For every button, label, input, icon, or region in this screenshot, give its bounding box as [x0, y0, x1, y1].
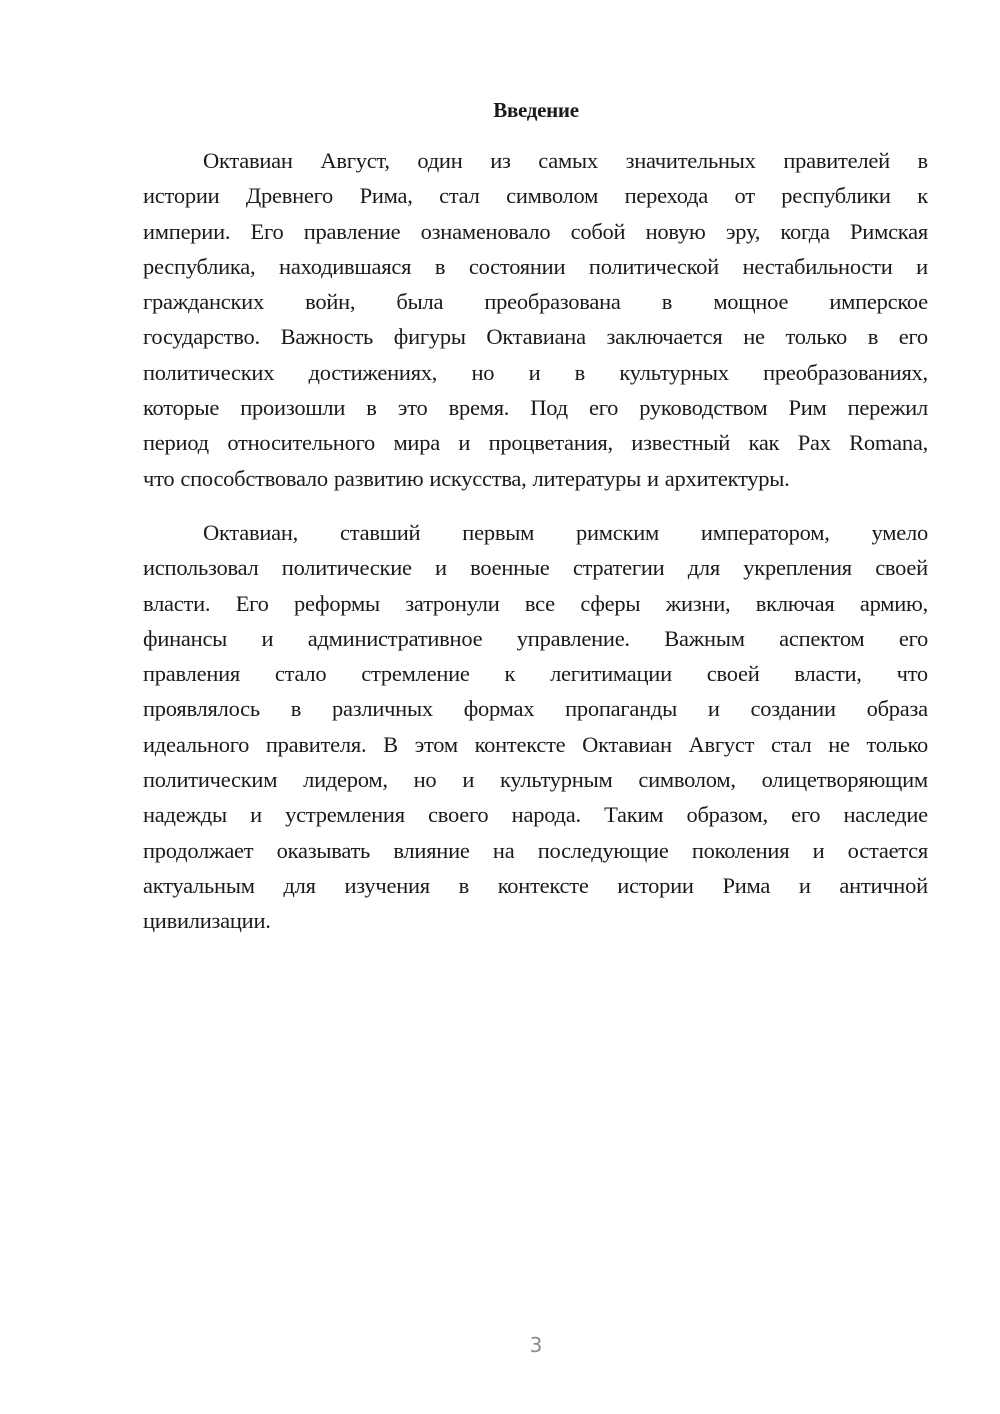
text-line: период относительного мира и процветания, известный как Pax Romana,	[143, 430, 928, 456]
text-line: продолжает оказывать влияние на последующие поколения и остается	[143, 837, 928, 863]
text-line: правления стало стремление к легитимации своей власти, что	[143, 661, 928, 687]
text-line: Октавиан, ставший первым римским императором, умело	[203, 520, 928, 545]
text-line: надежды и устремления своего народа. Таким образом, его наследие	[143, 802, 928, 828]
text-line: идеального правителя. В этом контексте Октавиан Август стал не только	[143, 731, 928, 757]
page-number: 3	[529, 1333, 543, 1357]
text-line: актуальным для изучения в контексте истории Рима и античной	[143, 872, 928, 898]
text-line: которые произошли в это время. Под его руководством Рим пережил	[143, 395, 928, 421]
text-line: финансы и административное управление. Важным аспектом его	[143, 625, 928, 651]
text-line: политических достижениях, но и в культурных преобразованиях,	[143, 359, 928, 385]
paragraph-2	[143, 515, 928, 939]
text-line: государство. Важность фигуры Октавиана заключается не только в его	[143, 324, 928, 350]
text-line: республика, находившаяся в состоянии политической нестабильности и	[143, 253, 928, 279]
text-line: гражданских войн, была преобразована в мощное имперское	[143, 289, 928, 315]
text-line: империи. Его правление ознаменовало собой новую эру, когда Римская	[143, 218, 928, 244]
text-line: Октавиан Август, один из самых значительных правителей в	[203, 148, 928, 173]
text-line: политическим лидером, но и культурным символом, олицетворяющим	[143, 767, 928, 793]
text-line: что способствовало развитию искусства, литературы и архитектуры.	[143, 465, 790, 491]
text-line: цивилизации.	[143, 908, 271, 934]
text-line: власти. Его реформы затронули все сферы жизни, включая армию,	[143, 590, 928, 616]
paragraph-1	[143, 143, 928, 496]
text-line: проявлялось в различных формах пропаганды и создании образа	[143, 696, 928, 722]
section-heading: Введение	[493, 98, 579, 122]
text-line: истории Древнего Рима, стал символом перехода от республики к	[143, 183, 928, 209]
text-line: использовал политические и военные стратегии для укрепления своей	[143, 555, 928, 581]
